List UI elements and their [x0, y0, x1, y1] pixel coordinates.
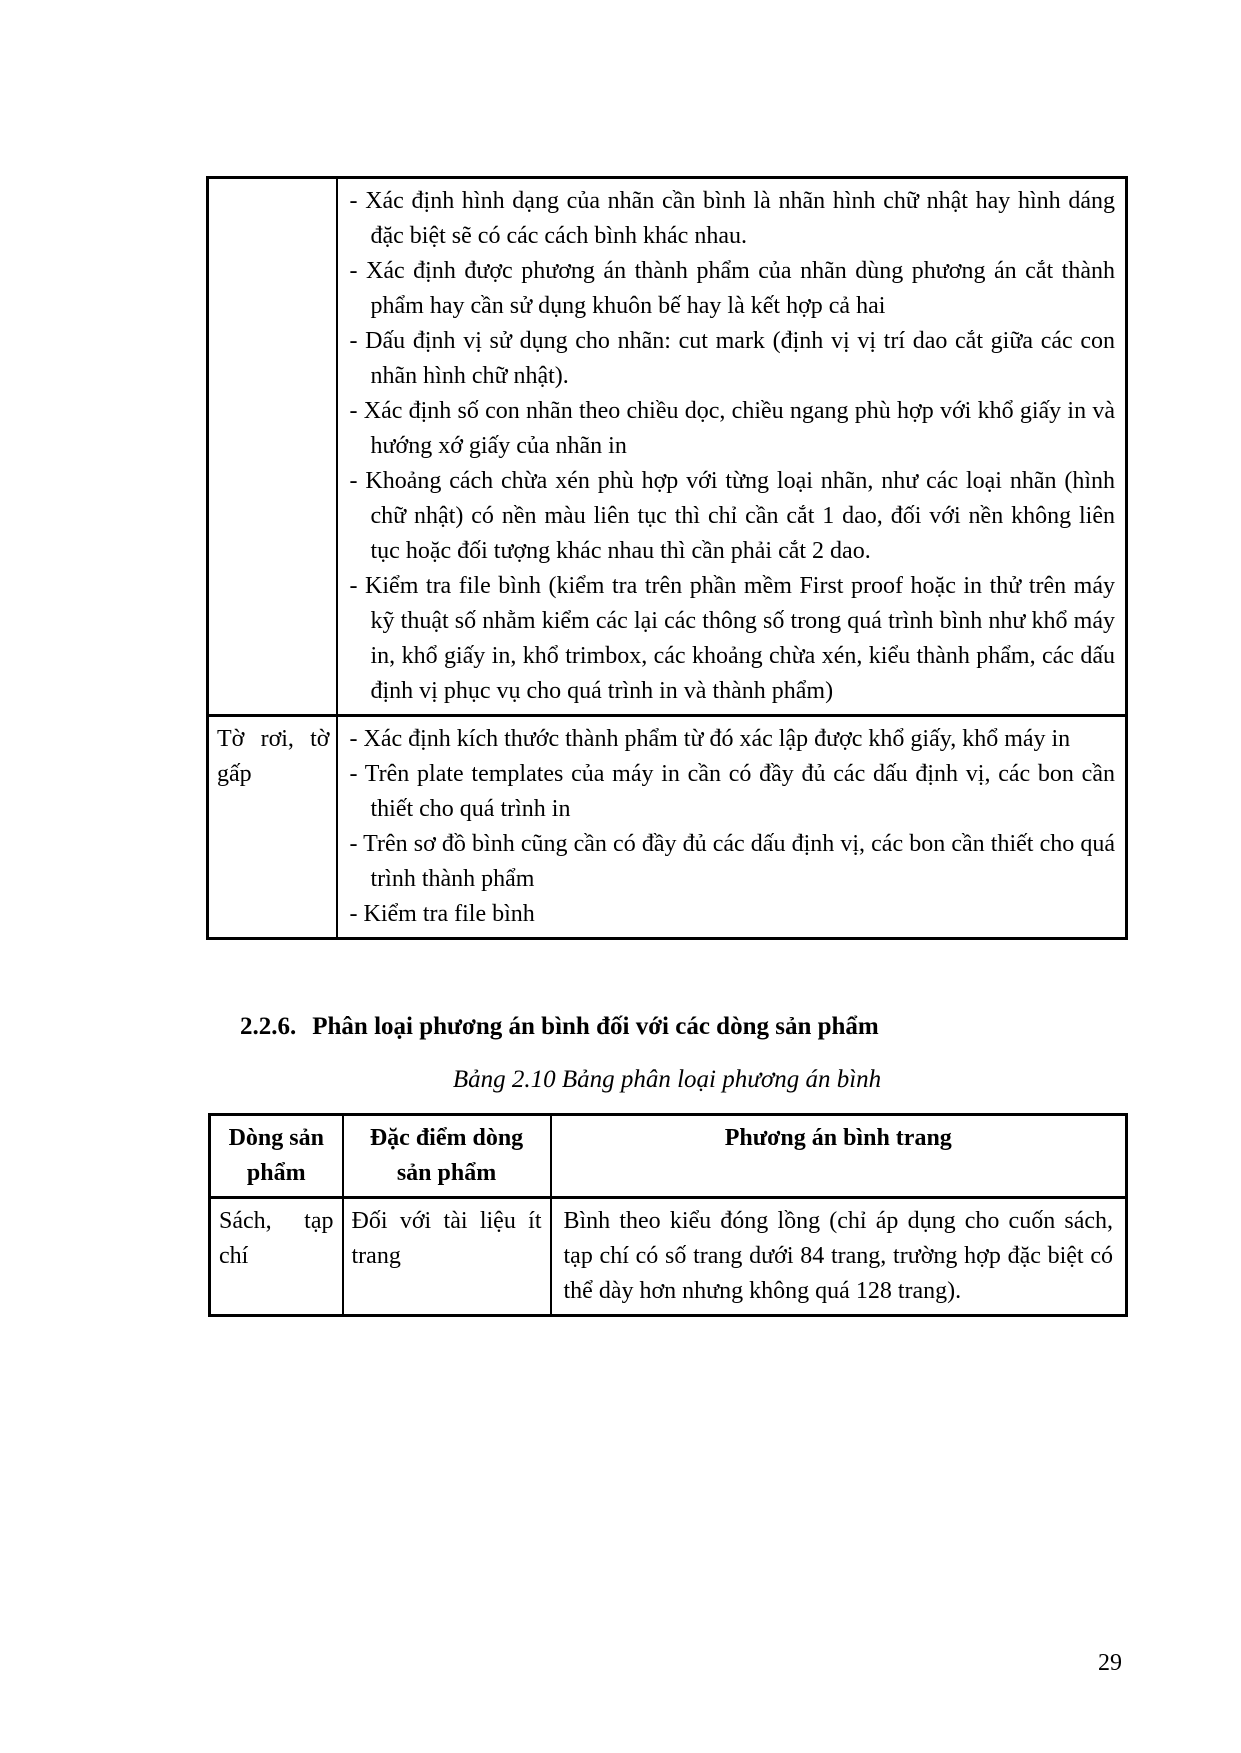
bullet-item: - Khoảng cách chừa xén phù hợp với từng loại nhãn, như các loại nhãn (hình chữ nhật) có nền màu liên tục thì chỉ cần cắt 1 dao, đối với nền không liên tục hoặc đối tượng khác nhau thì cần phải cắt 2 dao.: [349, 468, 1115, 564]
bullet-item: - Trên plate templates của máy in cần có đầy đủ các dấu định vị, các bon cần thiết cho quá trình in: [349, 761, 1115, 822]
bullet-item: - Kiểm tra file bình: [349, 901, 535, 927]
bullet-item: - Dấu định vị sử dụng cho nhãn: cut mark (định vị vị trí dao cắt giữa các con nhãn hình chữ nhật).: [349, 328, 1115, 389]
product-cell: Sách, tạp chí: [210, 1198, 343, 1316]
column-header-product-line: Dòng sản phẩm: [210, 1115, 343, 1198]
page-number: 29: [1098, 1650, 1122, 1676]
table-row: [208, 716, 1127, 939]
table-row: [210, 1198, 1127, 1316]
table-row: [208, 178, 1127, 716]
bullet-item: - Xác định số con nhãn theo chiều dọc, chiều ngang phù hợp với khổ giấy in và hướng xớ giấy của nhãn in: [349, 398, 1115, 459]
bullet-item: - Xác định được phương án thành phẩm của nhãn dùng phương án cắt thành phẩm hay cần sử dụng khuôn bế hay là kết hợp cả hai: [349, 258, 1115, 319]
label-imposition-spec-table: [206, 176, 1128, 940]
section-title: Phân loại phương án bình đối với các dòng sản phẩm: [312, 1013, 879, 1040]
table-caption: Bảng 2.10 Bảng phân loại phương án bình: [452, 1066, 882, 1093]
feature-cell: Đối với tài liệu ít trang: [343, 1198, 551, 1316]
bullet-item: - Xác định hình dạng của nhãn cần bình là nhãn hình chữ nhật hay hình dáng đặc biệt sẽ có các cách bình khác nhau.: [349, 188, 1115, 249]
plan-cell: Bình theo kiểu đóng lồng (chỉ áp dụng cho cuốn sách, tạp chí có số trang dưới 84 trang, trường hợp đặc biệt có thể dày hơn nhưng không quá 128 trang).: [551, 1198, 1127, 1316]
row-content-cell: [337, 178, 1127, 716]
row-label-cell: [208, 178, 337, 716]
imposition-classification-table: [208, 1113, 1128, 1317]
row-content-cell: [337, 716, 1127, 939]
row-label-cell: Tờ rơi, tờ gấp: [208, 716, 337, 939]
bullet-item: - Trên sơ đồ bình cũng cần có đầy đủ các dấu định vị, các bon cần thiết cho quá trình thành phẩm: [349, 831, 1115, 892]
bullet-item: - Xác định kích thước thành phẩm từ đó xác lập được khổ giấy, khổ máy in: [349, 726, 1071, 752]
bullet-item: - Kiểm tra file bình (kiểm tra trên phần mềm First proof hoặc in thử trên máy kỹ thuật số nhằm kiểm các lại các thông số trong quá trình bình như khổ máy in, khổ giấy in, khổ trimbox, các khoảng chừa xén, kiểu thành phẩm, các dấu định vị phục vụ cho quá trình in và thành phẩm): [349, 573, 1115, 704]
column-header-feature: Đặc điểm dòng sản phẩm: [343, 1115, 551, 1198]
section-number: 2.2.6.: [240, 1013, 297, 1040]
section-heading: [240, 1009, 879, 1044]
table-header-row: [210, 1115, 1127, 1198]
column-header-plan: Phương án bình trang: [551, 1115, 1127, 1198]
